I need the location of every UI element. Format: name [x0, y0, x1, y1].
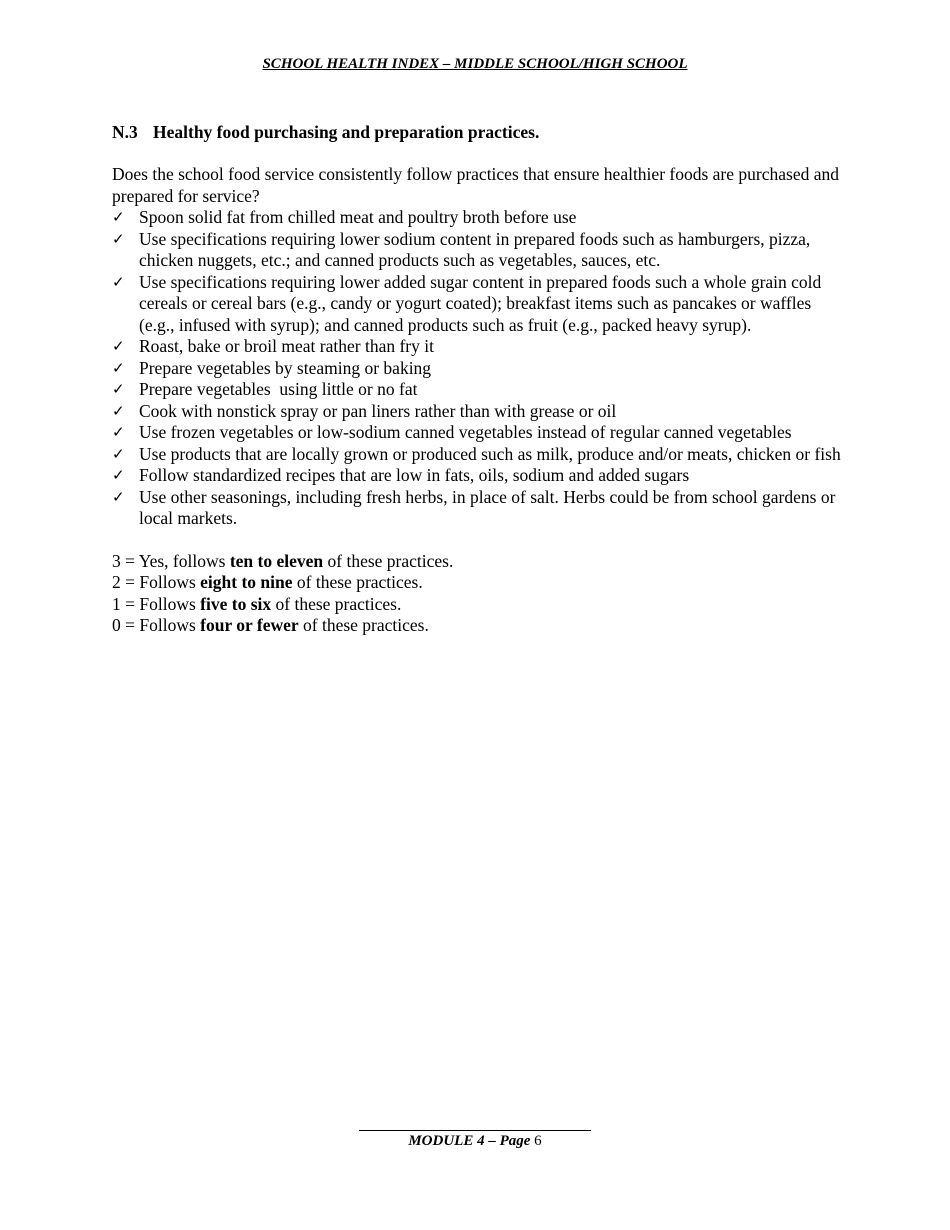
practice-item	[112, 465, 842, 487]
check-mark-icon: ✓	[112, 487, 125, 506]
practice-item	[112, 207, 842, 229]
practice-text: Prepare vegetables using little or no fat	[139, 379, 418, 399]
score-prefix: 0 = Follows	[112, 615, 201, 635]
check-mark-icon: ✓	[112, 423, 125, 441]
check-mark-icon: ✓	[112, 208, 125, 226]
score-suffix: of these practices.	[323, 550, 454, 571]
section-body	[112, 164, 842, 637]
page-number: 6	[534, 1133, 542, 1149]
check-mark-icon: ✓	[112, 444, 125, 463]
score-suffix: of these practices.	[292, 572, 423, 592]
practice-text: Use specifications requiring lower sodium content in prepared foods such as hamburgers, pizza, chicken nuggets, etc.; and canned products such as vegetables, sauces, etc.	[139, 228, 811, 270]
practice-checklist	[112, 207, 842, 530]
score-option-2	[112, 572, 842, 594]
score-suffix: of these practices.	[298, 615, 429, 635]
practice-text: Use frozen vegetables or low-sodium canned vegetables instead of regular canned vegetables	[139, 422, 792, 442]
practice-text: Follow standardized recipes that are low in fats, oils, sodium and added sugars	[139, 465, 690, 485]
practice-item	[112, 444, 842, 466]
practice-item	[112, 422, 842, 444]
score-range: five to six	[200, 593, 272, 614]
scoring-scale	[112, 551, 842, 637]
practice-item	[112, 358, 842, 380]
practice-text: Roast, bake or broil meat rather than fry it	[139, 336, 434, 356]
practice-item	[112, 487, 842, 530]
score-suffix: of these practices.	[271, 593, 402, 614]
score-prefix: 3 = Yes, follows	[112, 550, 230, 571]
check-mark-icon: ✓	[112, 401, 125, 420]
practice-text: Spoon solid fat from chilled meat and poultry broth before use	[139, 207, 577, 227]
score-range: eight to nine	[200, 572, 293, 592]
practice-item	[112, 272, 842, 337]
page-footer	[0, 1121, 950, 1150]
practice-text: Use products that are locally grown or produced such as milk, produce and/or meats, chicken or fish	[139, 443, 841, 464]
practice-text: Prepare vegetables by steaming or baking	[139, 357, 432, 378]
check-mark-icon: ✓	[112, 380, 125, 398]
practice-item	[112, 336, 842, 358]
practice-text: Use specifications requiring lower added sugar content in prepared foods such a whole grain cold cereals or cereal bars (e.g., candy or yogurt coated); breakfast items such as pancakes or waffles (e.g., infused with syrup); and canned products such as fruit (e.g., packed heavy syrup).	[139, 271, 822, 335]
check-mark-icon: ✓	[112, 337, 125, 355]
check-mark-icon: ✓	[112, 272, 125, 291]
footer-divider	[359, 1130, 591, 1131]
running-header: SCHOOL HEALTH INDEX – MIDDLE SCHOOL/HIGH SCHOOL	[262, 56, 688, 72]
footer-page-label	[0, 1133, 950, 1150]
score-prefix: 1 = Follows	[112, 593, 201, 614]
score-range: four or fewer	[200, 615, 299, 635]
check-mark-icon: ✓	[112, 358, 125, 377]
check-mark-icon: ✓	[112, 466, 125, 484]
score-option-3	[112, 551, 842, 573]
section-heading	[112, 122, 539, 143]
practice-item	[112, 229, 842, 272]
score-range: ten to eleven	[229, 550, 324, 571]
practice-text: Cook with nonstick spray or pan liners rather than with grease or oil	[139, 400, 617, 421]
practice-text: Use other seasonings, including fresh herbs, in place of salt. Herbs could be from school gardens or local markets.	[139, 486, 836, 528]
practice-item	[112, 379, 842, 401]
section-number: N.3	[112, 122, 138, 142]
practice-item	[112, 401, 842, 423]
section-title: Healthy food purchasing and preparation practices.	[153, 122, 540, 142]
score-option-1	[112, 594, 842, 616]
check-mark-icon: ✓	[112, 229, 125, 248]
score-option-0	[112, 615, 842, 637]
score-prefix: 2 = Follows	[112, 572, 201, 592]
module-label: MODULE 4 – Page	[408, 1133, 531, 1149]
question-text: Does the school food service consistently follow practices that ensure healthier foods are purchased and prepared for service?	[112, 164, 839, 206]
